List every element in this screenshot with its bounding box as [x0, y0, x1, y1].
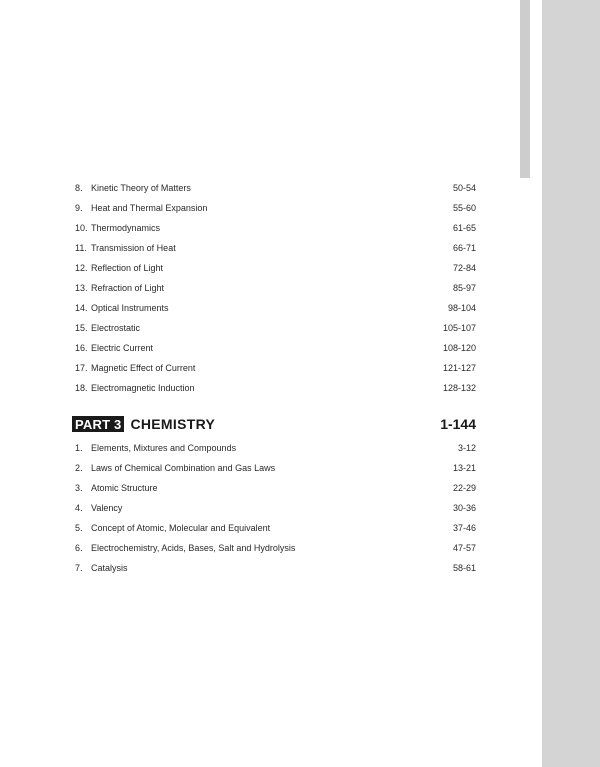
part-header: [72, 414, 476, 434]
toc-entry-number: 1.: [75, 443, 83, 453]
toc-entry-title: Reflection of Light: [91, 263, 164, 273]
toc-entry-pages: 58-61: [452, 563, 476, 573]
toc-entry-title: Electrochemistry, Acids, Bases, Salt and Hydrolysis: [91, 543, 296, 553]
toc-entry-pages: 121-127: [442, 363, 476, 373]
toc-entry-pages: 55-60: [452, 203, 476, 213]
toc-entry-number: 7.: [75, 563, 83, 573]
toc-entry[interactable]: [75, 338, 476, 358]
toc-entry[interactable]: [75, 298, 476, 318]
toc-entry-number: 12.: [75, 263, 88, 273]
toc-entry[interactable]: [75, 218, 476, 238]
toc-entry-pages: 30-36: [452, 503, 476, 513]
toc-entry-title: Electromagnetic Induction: [91, 383, 195, 393]
toc-entry[interactable]: [75, 478, 476, 498]
toc-entry-number: 10.: [75, 223, 88, 233]
toc-entry-pages: 37-46: [452, 523, 476, 533]
toc-entry[interactable]: [75, 378, 476, 398]
toc-entry-title: Magnetic Effect of Current: [91, 363, 196, 373]
toc-entry[interactable]: [75, 438, 476, 458]
toc-entry-number: 15.: [75, 323, 88, 333]
part-title: CHEMISTRY: [130, 416, 216, 432]
toc-entry-pages: 22-29: [452, 483, 476, 493]
toc-entry-pages: 3-12: [457, 443, 476, 453]
toc-entry-number: 13.: [75, 283, 88, 293]
toc-entry-pages: 47-57: [452, 543, 476, 553]
toc-entry-number: 4.: [75, 503, 83, 513]
toc-entry-pages: 98-104: [447, 303, 476, 313]
toc-entry-pages: 85-97: [452, 283, 476, 293]
toc-entry[interactable]: [75, 358, 476, 378]
toc-entry-title: Refraction of Light: [91, 283, 165, 293]
toc-entry-title: Electrostatic: [91, 323, 141, 333]
toc-entry[interactable]: [75, 558, 476, 578]
toc-entry-pages: 66-71: [452, 243, 476, 253]
toc-entry-number: 9.: [75, 203, 83, 213]
part-badge: PART 3: [72, 416, 124, 432]
toc-entry-pages: 13-21: [452, 463, 476, 473]
toc-entry-number: 8.: [75, 183, 83, 193]
toc-entry-number: 5.: [75, 523, 83, 533]
viewer-gutter: [542, 0, 600, 767]
toc-entry[interactable]: [75, 278, 476, 298]
toc-entry-title: Optical Instruments: [91, 303, 169, 313]
toc-entry-title: Elements, Mixtures and Compounds: [91, 443, 237, 453]
toc-entry-pages: 128-132: [442, 383, 476, 393]
toc-entry-pages: 108-120: [442, 343, 476, 353]
toc-entry-title: Heat and Thermal Expansion: [91, 203, 208, 213]
toc-entry-number: 3.: [75, 483, 83, 493]
toc-entry-number: 2.: [75, 463, 83, 473]
toc-entry[interactable]: [75, 318, 476, 338]
toc-entry-title: Kinetic Theory of Matters: [91, 183, 191, 193]
vertical-scrollbar-thumb[interactable]: [520, 0, 530, 178]
toc-entry[interactable]: [75, 518, 476, 538]
toc-entry-title: Electric Current: [91, 343, 154, 353]
toc-entry-number: 11.: [75, 243, 87, 253]
toc-entry[interactable]: [75, 498, 476, 518]
toc-entry-title: Valency: [91, 503, 123, 513]
toc-entry-number: 18.: [75, 383, 88, 393]
toc-list-physics: [75, 178, 476, 398]
toc-entry-title: Catalysis: [91, 563, 128, 573]
toc-entry-title: Thermodynamics: [91, 223, 161, 233]
toc-entry-pages: 50-54: [452, 183, 476, 193]
part-page-range: 1-144: [440, 416, 476, 432]
toc-entry-number: 14.: [75, 303, 88, 313]
toc-entry-title: Concept of Atomic, Molecular and Equivalent: [91, 523, 271, 533]
toc-entry-number: 6.: [75, 543, 83, 553]
toc-entry[interactable]: [75, 258, 476, 278]
toc-entry[interactable]: [75, 178, 476, 198]
toc-entry[interactable]: [75, 458, 476, 478]
toc-entry-pages: 72-84: [452, 263, 476, 273]
toc-entry-pages: 61-65: [452, 223, 476, 233]
toc-entry[interactable]: [75, 238, 476, 258]
toc-entry-title: Laws of Chemical Combination and Gas Laws: [91, 463, 276, 473]
toc-entry-number: 17.: [75, 363, 88, 373]
toc-list-chemistry: [75, 438, 476, 578]
toc-entry[interactable]: [75, 198, 476, 218]
toc-entry-title: Transmission of Heat: [91, 243, 176, 253]
toc-entry[interactable]: [75, 538, 476, 558]
toc-entry-pages: 105-107: [442, 323, 476, 333]
toc-entry-number: 16.: [75, 343, 88, 353]
toc-entry-title: Atomic Structure: [91, 483, 158, 493]
